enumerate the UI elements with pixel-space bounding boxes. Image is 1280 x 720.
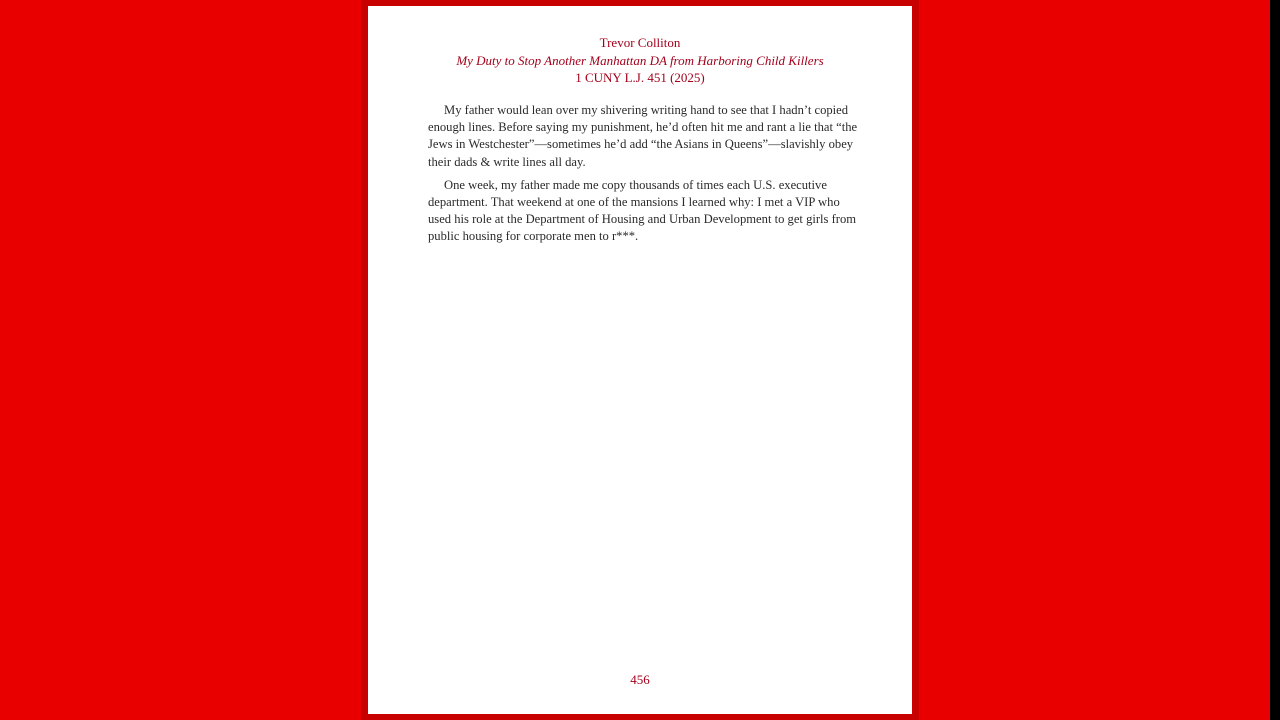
paragraph: My father would lean over my shivering writing hand to see that I hadn’t copied enough lines. Before saying my punishment, he’d often hit me and rant a lie that “the Jews in Westchester”—sometimes he’d add “the Asians in Queens”—slavishly obey their dads & write lines all day. [428,103,858,169]
author-name: Trevor Colliton [599,35,681,50]
page-number: 456 [630,672,650,687]
article-title: My Duty to Stop Another Manhattan DA from Harboring Child Killers [456,52,824,68]
article-body [428,102,860,252]
window-edge [1270,0,1280,720]
citation: 1 CUNY L.J. 451 (2025) [575,70,705,85]
paragraph: One week, my father made me copy thousands of times each U.S. executive department. That weekend at one of the mansions I learned why: I met a VIP who used his role at the Department of Housing and Urban Development to get girls from public housing for corporate men to r***. [428,177,857,244]
running-header [368,34,912,87]
document-page [368,6,912,714]
